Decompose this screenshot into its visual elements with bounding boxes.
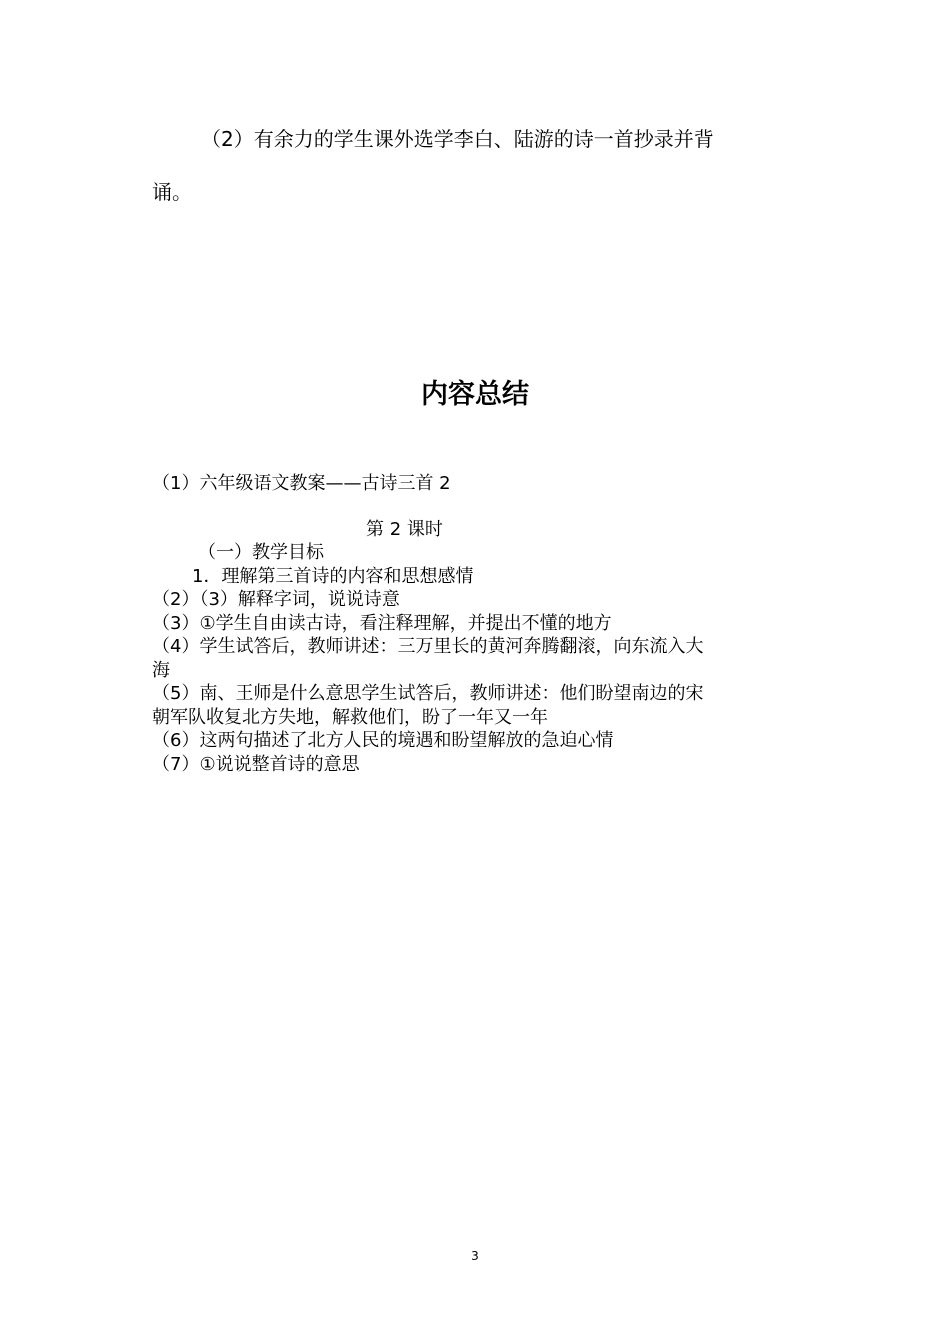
- summary-line-5-cont: 朝军队收复北方失地，解救他们，盼了一年又一年: [152, 706, 548, 728]
- summary-line-5: （5）南、王师是什么意思学生试答后，教师讲述：他们盼望南边的宋: [152, 683, 704, 704]
- summary-line-period: 第 2 课时: [366, 518, 443, 540]
- summary-line-7: （7）①说说整首诗的意思: [152, 753, 360, 775]
- summary-line-2: （2）（3）解释字词，说说诗意: [152, 589, 400, 610]
- summary-body: [152, 472, 792, 776]
- page-number: 3: [471, 1249, 479, 1263]
- section-title: 内容总结: [421, 379, 529, 410]
- summary-line-lesson-title: （1）六年级语文教案——古诗三首 2: [152, 473, 451, 494]
- summary-line-6: （6）这两句描述了北方人民的境遇和盼望解放的急迫心情: [152, 730, 614, 751]
- summary-line-4-cont: 海: [152, 659, 170, 681]
- summary-line-goal-heading: （一）教学目标: [198, 542, 324, 563]
- summary-line-4: （4）学生试答后，教师讲述：三万里长的黄河奔腾翻滚，向东流入大: [152, 636, 704, 657]
- assignment-line-2: 诵。: [152, 180, 192, 204]
- summary-line-3: （3）①学生自由读古诗，看注释理解，并提出不懂的地方: [152, 612, 612, 634]
- summary-line-goal-1: 1．理解第三首诗的内容和思想感情: [192, 565, 474, 587]
- assignment-line-1: （2）有余力的学生课外选学李白、陆游的诗一首抄录并背: [201, 127, 714, 151]
